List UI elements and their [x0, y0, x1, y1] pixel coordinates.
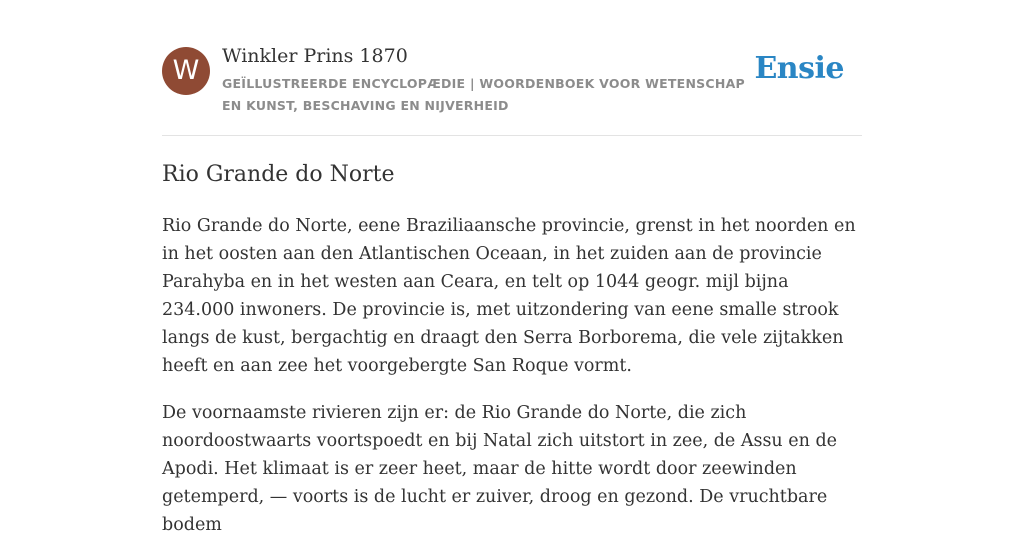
article-paragraph: De voornaamste rivieren zijn er: de Rio Grande do Norte, die zich noordoostwaarts voortspoedt en bij Natal zich uitstort in zee, de Assu en de Apodi. Het klimaat is er zeer heet, maar de hitte wordt door zeewinden getemperd, — voorts is de lucht er zuiver, droog en gezond. De vruchtbare bodem: [162, 403, 838, 535]
source-title[interactable]: Winkler Prins 1870: [222, 45, 408, 67]
source-avatar[interactable]: W: [162, 47, 210, 95]
source-header: [162, 0, 862, 136]
page-container: [162, 0, 862, 539]
source-subtitle: GEÏLLUSTREERDE ENCYCLOPÆDIE | WOORDENBOEK VOOR WETENSCHAP EN KUNST, BESCHAVING EN NIJVERHEID: [222, 76, 745, 113]
article-paragraph: Rio Grande do Norte, eene Braziliaansche provincie, grenst in het noorden en in het oosten aan den Atlantischen Oceaan, in het zuiden aan de provincie Parahyba en in het westen aan Ceara, en telt op 1044 geogr. mijl bijna 234.000 inwoners. De provincie is, met uitzondering van eene smalle strook langs de kust, bergachtig en draagt den Serra Borborema, die vele zijtakken heeft en aan zee het voorgebergte San Roque vormt.: [162, 216, 856, 376]
article-title: Rio Grande do Norte: [162, 162, 395, 187]
ensie-logo[interactable]: Ensie: [754, 51, 844, 86]
